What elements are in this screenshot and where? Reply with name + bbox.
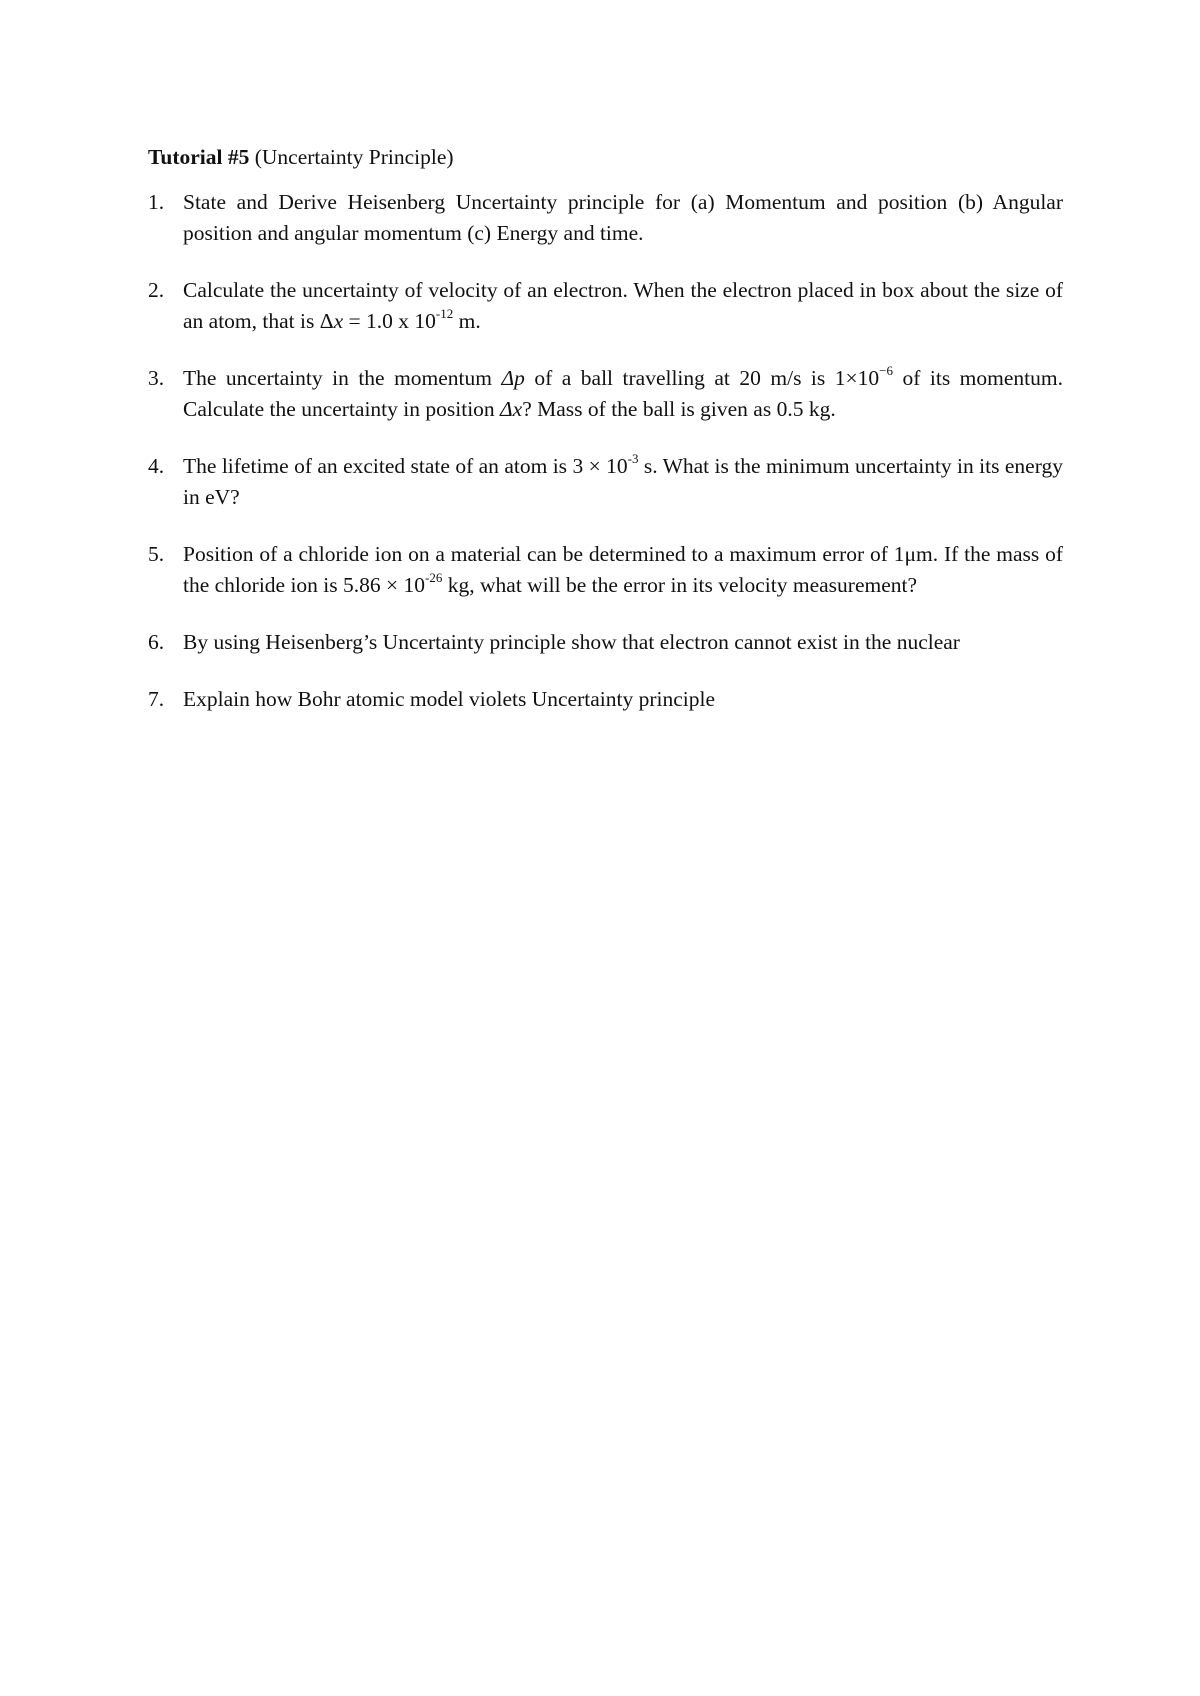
question-text: Calculate the uncertainty of velocity of an electron. When the electron placed in box about the size of an atom, that is Δ — [183, 278, 1063, 333]
question-text: m. — [453, 309, 481, 333]
question-4 — [148, 451, 1063, 513]
exponent: -26 — [425, 569, 443, 585]
question-text: s. What is the minimum uncertainty in its energy in eV? — [183, 454, 1063, 509]
question-number: 4. — [148, 454, 165, 478]
page-title — [148, 142, 1063, 173]
question-number: 2. — [148, 278, 165, 302]
exponent: −6 — [879, 362, 893, 378]
math-variable: Δp — [501, 366, 525, 390]
question-6 — [148, 627, 1063, 658]
math-variable: Δx — [500, 397, 523, 421]
question-7 — [148, 684, 1063, 715]
title-rest: (Uncertainty Principle) — [249, 145, 454, 169]
question-text: kg, what will be the error in its velocity measurement? — [442, 573, 918, 597]
question-text: of its momentum. Calculate the uncertainty in position — [183, 366, 1063, 421]
question-text: Position of a chloride ion on a material can be determined to a maximum error of 1μm. If the mass of the chloride ion is 5.86 × 10 — [183, 542, 1063, 597]
document-page — [148, 142, 1063, 741]
question-text: State and Derive Heisenberg Uncertainty principle for (a) Momentum and position (b) Angular position and angular momentum (c) Energy and time. — [183, 190, 1063, 245]
title-bold: Tutorial #5 — [148, 145, 250, 169]
math-variable: x — [333, 309, 344, 333]
question-number: 1. — [148, 190, 165, 214]
question-1 — [148, 187, 1063, 249]
question-number: 5. — [148, 542, 165, 566]
question-2 — [148, 275, 1063, 337]
question-text: = 1.0 x 10 — [343, 309, 436, 333]
question-text: of a ball travelling at 20 m/s is 1×10 — [524, 366, 880, 390]
question-3 — [148, 363, 1063, 425]
question-text: The lifetime of an excited state of an atom is 3 × 10 — [183, 454, 628, 478]
question-text: The uncertainty in the momentum — [183, 366, 502, 390]
question-number: 6. — [148, 630, 165, 654]
question-number: 7. — [148, 687, 165, 711]
exponent: -3 — [627, 450, 639, 466]
question-text: ? Mass of the ball is given as 0.5 kg. — [522, 397, 836, 421]
question-list — [148, 187, 1063, 715]
question-text: Explain how Bohr atomic model violets Uncertainty principle — [183, 687, 715, 711]
question-text: By using Heisenberg’s Uncertainty principle show that electron cannot exist in the nuclear — [183, 630, 960, 654]
question-number: 3. — [148, 366, 165, 390]
question-5 — [148, 539, 1063, 601]
exponent: -12 — [435, 305, 454, 321]
